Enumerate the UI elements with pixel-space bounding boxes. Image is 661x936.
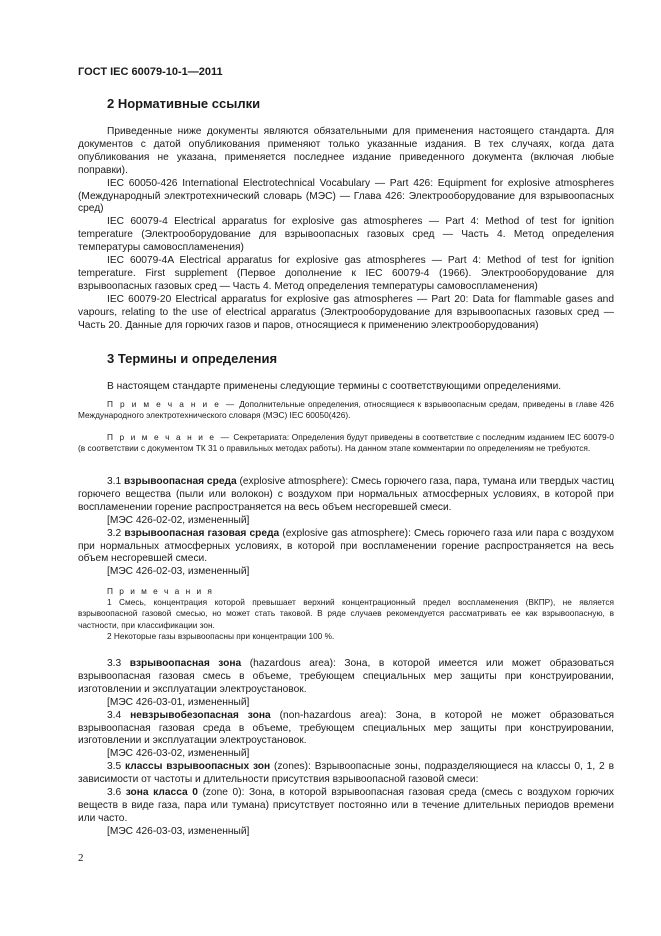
term-3-1-block bbox=[78, 476, 614, 579]
page-number: 2 bbox=[78, 852, 84, 864]
term-name: классы взрывоопасных зон bbox=[125, 761, 271, 773]
term-number: 3.1 bbox=[107, 476, 125, 487]
section-3-intro: В настоящем стандарте применены следующие термины с соответствующими определениями. bbox=[107, 381, 562, 392]
term-name: зона класса 0 bbox=[125, 787, 198, 799]
term-source: [МЭС 426-03-02, измененный] bbox=[107, 748, 250, 760]
note-item: 2 Некоторые газы взрывоопасны при концентрации 100 %. bbox=[107, 630, 335, 641]
term-definition: (hazardous area): Зона, в которой имеется или может образоваться взрывоопасная газовая смесь в объеме, требующем специальных мер защиты при конструировании, изготовлении и эксплуатации электроустановок. bbox=[78, 658, 614, 695]
terms-3-3-to-3-6-block bbox=[78, 658, 614, 839]
term-number: 3.6 bbox=[107, 787, 126, 799]
term-definition: (zones): Взрывоопасные зоны, подразделяющиеся на классы 0, 1, 2 в зависимости от частоты и длительности присутствия взрывоопасной газовой смеси: bbox=[78, 761, 614, 786]
reference-item: IEC 60079-4 Electrical apparatus for explosive gas atmospheres — Part 4: Method of test for ignition temperature (Электрооборудование для взрывоопасных газовых сред — Часть 4. Метод определения температуры самовоспламенения) bbox=[78, 216, 614, 254]
note-label: П р и м е ч а н и е — bbox=[107, 432, 231, 442]
term-name: взрывоопасная среда bbox=[124, 476, 237, 487]
term-number: 3.4 bbox=[107, 709, 131, 721]
section-3-intro-block bbox=[78, 381, 614, 394]
term-name: невзрывобезопасная зона bbox=[130, 709, 271, 721]
term-definition: (non-hazardous area): Зона, в которой не может образоваться взрывоопасная газовая среда в объеме, требующем специальных мер защиты при конструировании, изготовлении и эксплуатации электроустановок. bbox=[78, 709, 615, 747]
notes-block bbox=[78, 586, 614, 642]
notes-label: П р и м е ч а н и я bbox=[107, 586, 214, 596]
reference-item: IEC 60079-20 Electrical apparatus for explosive gas atmospheres — Part 20: Data for flammable gases and vapours, relating to the use of electrical apparatus (Электрооборудование для взрывоопасных газовых сред — Часть 20. Данные для горючих газов и паров, относящиеся к применению электрооборудования) bbox=[78, 293, 614, 331]
note-2 bbox=[78, 432, 614, 454]
term-source: [МЭС 426-02-02, измененный] bbox=[107, 514, 250, 526]
note-1 bbox=[78, 399, 614, 421]
section-2-title: 2 Нормативные ссылки bbox=[107, 96, 261, 111]
reference-item: IEC 60079-4A Electrical apparatus for explosive gas atmospheres — Part 4: Method of test for ignition temperature. First supplement (Первое дополнение к IEC 60079-4 (1966). Электрооборудование для взрывоопасных газовых сред — Часть 4. Метод определения температуры самовоспламенения) bbox=[78, 255, 614, 292]
term-number: 3.5 bbox=[107, 761, 126, 773]
note-label: П р и м е ч а н и е — bbox=[107, 399, 237, 409]
term-source: [МЭС 426-03-03, измененный] bbox=[107, 825, 250, 837]
term-name: взрывоопасная газовая среда bbox=[124, 527, 280, 539]
section-2-intro: Приведенные ниже документы являются обязательными для применения настоящего стандарта. Для документов с датой опубликования применяют только указанные издания. В тех случаях, когда дата опубликования не указана, применяется последнее издание приведенного документа (включая любые поправки). bbox=[78, 126, 614, 176]
section-2-body bbox=[78, 126, 614, 333]
term-definition: (zone 0): Зона, в которой взрывоопасная газовая среда (смесь с воздухом горючих веществ в виде газа, пара или тумана) присутствует постоянно или в течение длительных периодов времени или часто. bbox=[78, 787, 614, 824]
document-header: ГОСТ IEC 60079-10-1—2011 bbox=[78, 66, 223, 78]
note-item: 1 Смесь, концентрация которой превышает верхний концентрационный предел воспламенения (ВКПР), не является взрывоопасной газовой смесью, но может стать таковой. В ряде случаев рекомендуется рассматривать ее как взрывоопасную, в частности, при классификации зон. bbox=[78, 597, 614, 630]
term-definition: (explosive gas atmosphere): Смесь горючего газа или пара с воздухом при нормальных атмосферных условиях, в которой при воспламенении горение распространяется на весь объем несгоревшей смеси. bbox=[78, 527, 614, 565]
term-name: взрывоопасная зона bbox=[129, 658, 242, 669]
term-number: 3.2 bbox=[107, 527, 125, 539]
term-number: 3.3 bbox=[107, 658, 130, 669]
note-text: Дополнительные определения, относящиеся к взрывоопасным средам, приведены в главе 426 Международного электротехнического словаря (МЭС) IEC 60050(426). bbox=[78, 399, 614, 421]
term-source: [МЭС 426-03-01, измененный] bbox=[107, 696, 250, 708]
note-text: Секретариата: Определения будут приведены в соответствие с последним изданием IEC 60079-0 (в соответствии с документом ТК 31 о правильных методах работы). На данном этапе комментарии по определениям не требуются. bbox=[78, 432, 614, 454]
term-definition: (explosive atmosphere): Смесь горючего газа, пара, тумана или твердых частиц горючего вещества (пыли или волокон) с воздухом при нормальных атмосферных условиях, в которой при воспламенении горение распространяется на весь объем несгоревшей смеси. bbox=[78, 476, 614, 513]
term-source: [МЭС 426-02-03, измененный] bbox=[107, 566, 250, 578]
reference-item: IEC 60050-426 International Electrotechnical Vocabulary — Part 426: Equipment for explosive atmospheres (Международный электротехнический словарь (МЭС) — Глава 426: Электрооборудование для взрывоопасных сред) bbox=[78, 177, 614, 215]
section-3-title: 3 Термины и определения bbox=[107, 351, 278, 366]
